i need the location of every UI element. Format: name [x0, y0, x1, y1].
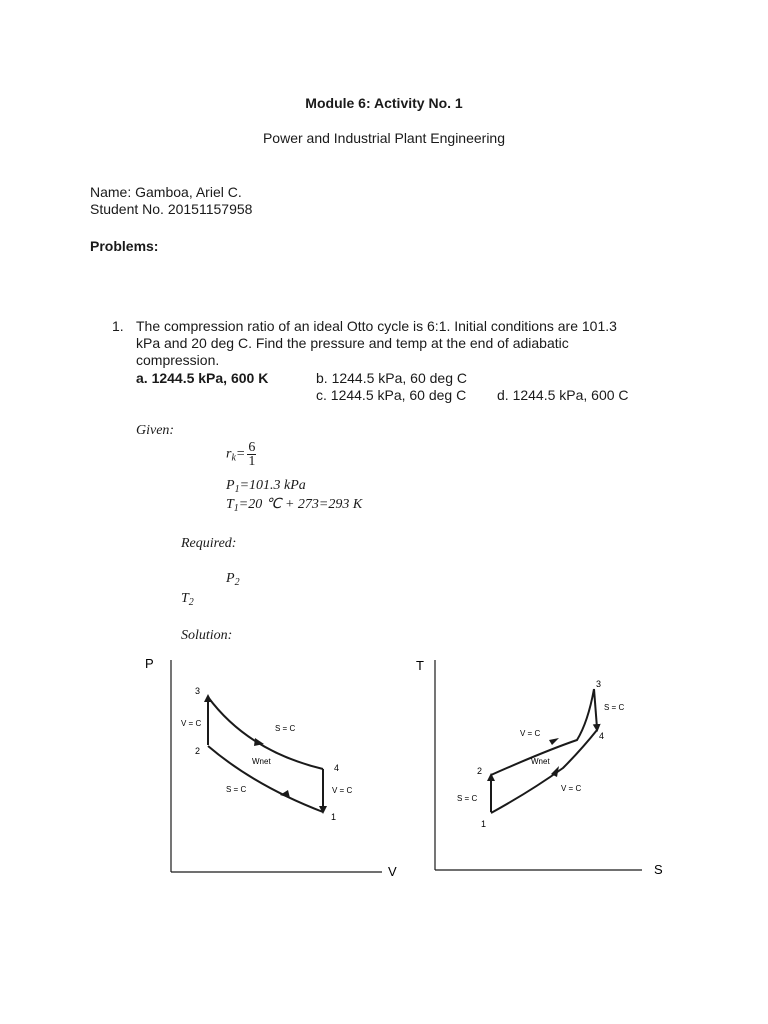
ts-process-3-4 — [594, 689, 597, 728]
given-p1 — [226, 478, 306, 495]
ts-y-axis-label: T — [416, 658, 424, 673]
solution-label: Solution: — [181, 628, 233, 643]
ts-label-wnet: Wnet — [531, 757, 550, 766]
p1-value: =101.3 kPa — [239, 478, 306, 493]
pv-point-2: 2 — [195, 746, 201, 756]
problem-text-line-3: compression. — [136, 352, 220, 368]
t1-symbol: T — [226, 497, 234, 512]
t2-symbol: T — [181, 591, 189, 606]
rk-fraction — [247, 441, 256, 468]
ts-label-vc-bottom: V = C — [561, 784, 582, 793]
choice-c: c. 1244.5 kPa, 60 deg C — [316, 387, 467, 403]
p2-symbol: P — [226, 571, 235, 586]
pv-label-vc-left: V = C — [181, 719, 202, 728]
given-t1 — [226, 496, 362, 514]
pv-point-1: 1 — [331, 812, 337, 822]
pv-cycle — [208, 697, 323, 812]
rk-denominator: 1 — [248, 454, 256, 469]
ts-arrow-heat-in — [549, 738, 559, 745]
problem-number: 1. — [112, 318, 124, 334]
ts-point-4: 4 — [599, 731, 605, 741]
pv-label-sc-top: S = C — [275, 724, 296, 733]
problems-heading: Problems: — [90, 238, 159, 254]
page-title: Module 6: Activity No. 1 — [305, 95, 463, 111]
pv-point-4: 4 — [334, 763, 340, 773]
problem-text-line-2: kPa and 20 deg C. Find the pressure and temp at the end of adiabatic — [136, 335, 569, 351]
required-p2 — [226, 571, 240, 588]
student-number: Student No. 20151157958 — [90, 201, 253, 217]
ts-label-vc-top: V = C — [520, 729, 541, 738]
pv-axes — [171, 660, 382, 872]
ts-label-sc-left: S = C — [457, 794, 478, 803]
student-name: Name: Gamboa, Ariel C. — [90, 184, 242, 200]
p2-subscript: 2 — [234, 577, 240, 588]
choice-a: a. 1244.5 kPa, 600 K — [136, 370, 269, 386]
pv-diagram — [130, 650, 400, 885]
pv-x-axis-label: V — [388, 864, 397, 879]
ts-diagram — [405, 650, 675, 885]
problem-text-line-1: The compression ratio of an ideal Otto cycle is 6:1. Initial conditions are 101.3 — [136, 318, 617, 334]
pv-process-1-2 — [208, 746, 323, 812]
ts-label-sc-right: S = C — [604, 703, 625, 712]
given-rk: $r_k=$ $\frac{6}{1}$ — [226, 440, 256, 469]
p1-symbol: P — [226, 478, 235, 493]
required-t2 — [181, 591, 194, 608]
pv-label-sc-bottom: S = C — [226, 785, 247, 794]
t2-subscript: 2 — [188, 597, 194, 608]
p1-subscript: 1 — [234, 484, 240, 495]
choice-b: b. 1244.5 kPa, 60 deg C — [316, 370, 467, 386]
pv-label-wnet: Wnet — [252, 757, 271, 766]
rk-symbol: r — [226, 446, 232, 462]
ts-point-2: 2 — [477, 766, 483, 776]
ts-process-4-1 — [491, 730, 597, 813]
pv-point-3: 3 — [195, 686, 201, 696]
ts-cycle — [491, 689, 597, 813]
ts-x-axis-label: S — [654, 862, 663, 877]
ts-point-3: 3 — [596, 679, 602, 689]
choice-d: d. 1244.5 kPa, 600 C — [497, 387, 629, 403]
course-subtitle: Power and Industrial Plant Engineering — [262, 130, 506, 146]
ts-point-1: 1 — [481, 819, 487, 829]
pv-label-vc-right: V = C — [332, 786, 353, 795]
rk-numerator: 6 — [248, 440, 256, 455]
required-label: Required: — [181, 536, 237, 551]
t1-subscript: 1 — [233, 503, 239, 514]
given-label: Given: — [136, 423, 175, 438]
rk-subscript: k — [231, 452, 236, 464]
t1-value: =20 ℃ + 273=293 K — [238, 497, 363, 512]
pv-y-axis-label: P — [145, 656, 154, 671]
